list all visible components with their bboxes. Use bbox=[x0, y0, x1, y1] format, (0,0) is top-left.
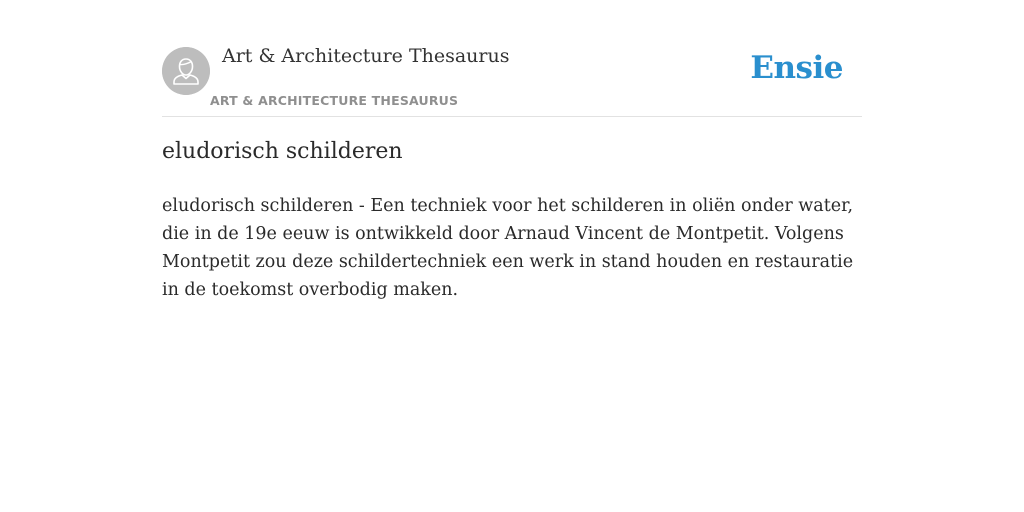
source-header bbox=[162, 0, 862, 117]
entry-term: eludorisch schilderen bbox=[162, 139, 403, 164]
ensie-logo[interactable]: Ensie bbox=[750, 50, 843, 86]
entry-definition: eludorisch schilderen - Een techniek voor het schilderen in oliën onder water, die in de 19e eeuw is ontwikkeld door Arnaud Vincent de Montpetit. Volgens Montpetit zou deze schildertechniek een werk in stand houden en restauratie in de toekomst overbodig maken. bbox=[162, 196, 854, 300]
source-subtitle: ART & ARCHITECTURE THESAURUS bbox=[210, 93, 459, 108]
avatar[interactable] bbox=[162, 47, 210, 95]
user-silhouette-icon bbox=[162, 47, 210, 95]
source-title-link[interactable]: Art & Architecture Thesaurus bbox=[222, 45, 510, 67]
